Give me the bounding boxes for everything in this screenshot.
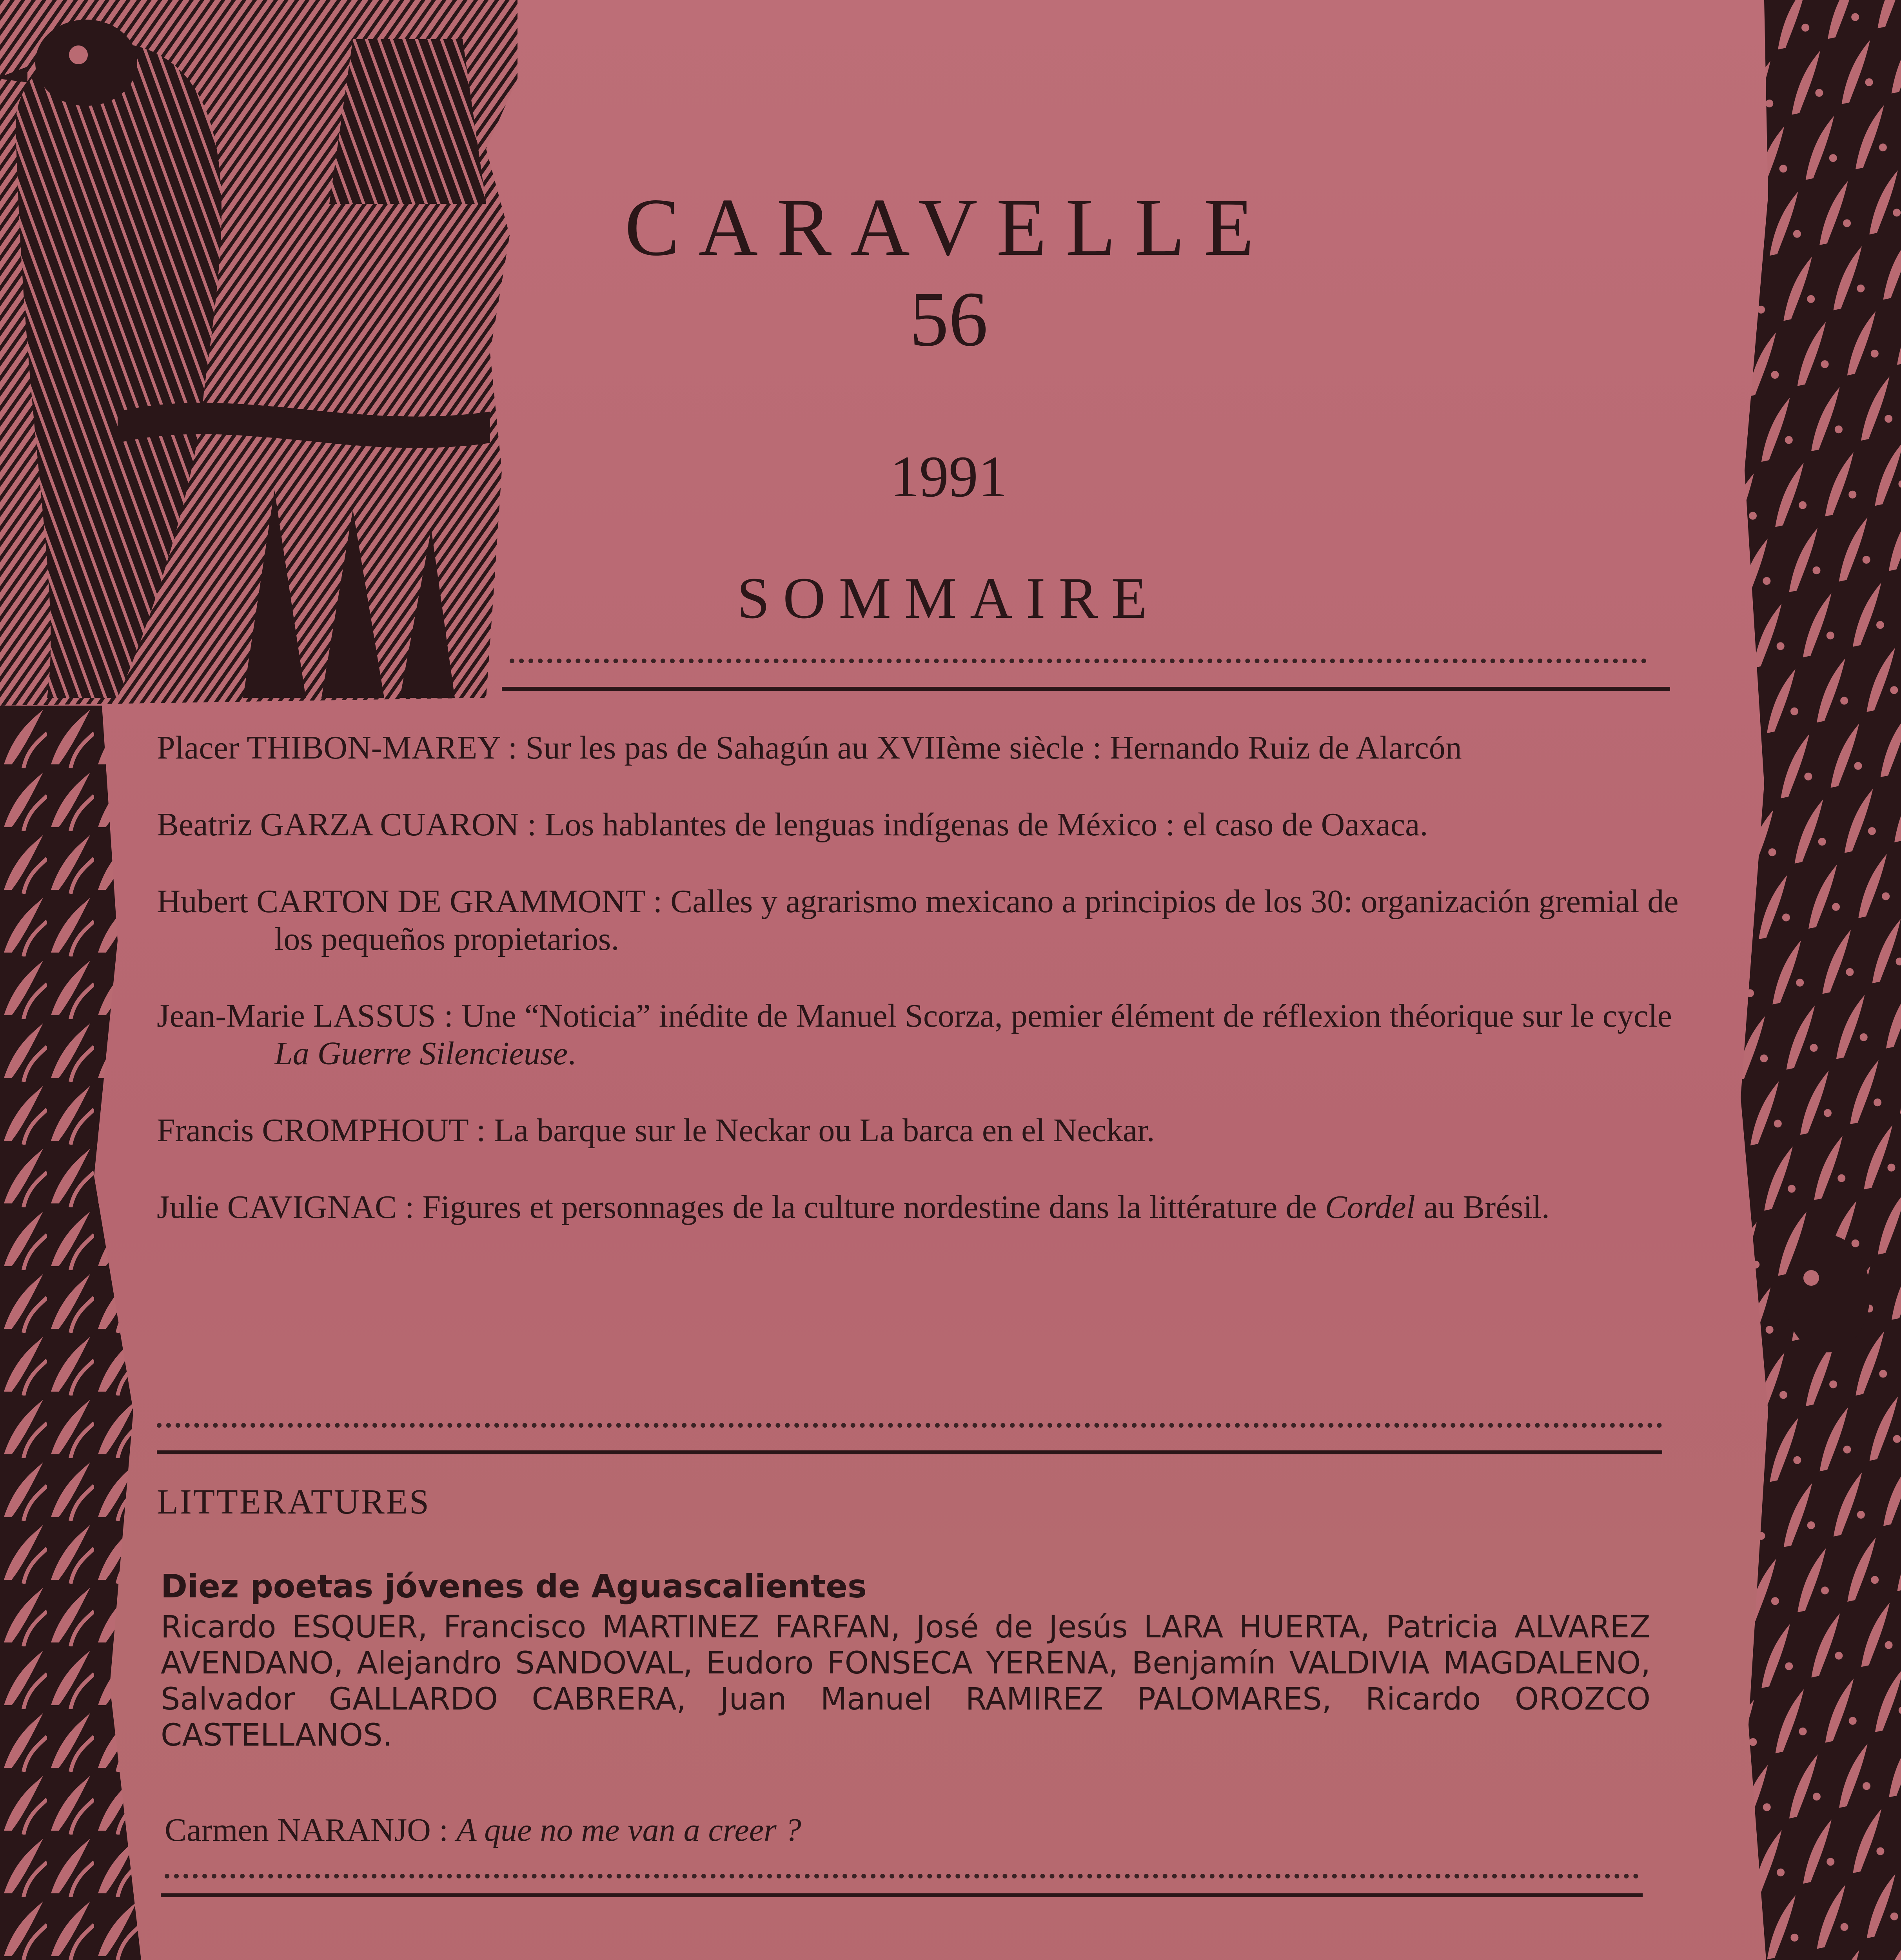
dotted-separator: [510, 659, 1647, 663]
naranjo-author: Carmen NARANJO :: [165, 1812, 448, 1848]
poets-title: Diez poetas jóvenes de Aguascalientes: [161, 1568, 867, 1605]
journal-title: CARAVELLE: [625, 182, 1273, 273]
article-author: Francis CROMPHOUT: [157, 1112, 468, 1149]
naranjo-entry: [165, 1811, 801, 1849]
article-entry: Julie CAVIGNAC : Figures et personnages de la culture nordestine dans la littérature de Cordel au Brésil.: [157, 1189, 1550, 1225]
poets-list: Ricardo ESQUER, Francisco MARTINEZ FARFAN, José de Jesús LARA HUERTA, Patricia ALVAREZ AVENDANO, Alejandro SANDOVAL, Eudoro FONSECA YERENA, Benjamín VALDIVIA MAGDALENO, Salvador GALLARDO CABRERA, Juan Manuel RAMIREZ PALOMARES, Ricardo OROZCO CASTELLANOS.: [161, 1610, 1650, 1753]
right-jungle-border: [1709, 0, 1901, 1960]
article-author: Jean-Marie LASSUS: [157, 998, 436, 1034]
article-author: Julie CAVIGNAC: [157, 1189, 397, 1225]
article-title: Los hablantes de lenguas indígenas de México : el caso de Oaxaca.: [545, 806, 1428, 843]
article-title: La barque sur le Neckar ou La barca en el Neckar.: [494, 1112, 1155, 1149]
articles-rule: [157, 1450, 1662, 1454]
header-rule: [502, 687, 1670, 691]
sommaire-heading: SOMMAIRE: [737, 566, 1161, 631]
article-title-italic: La Guerre Silencieuse: [274, 1035, 568, 1072]
comptes-rendus: [274, 1936, 1627, 1960]
litteratures-heading: LITTERATURES: [157, 1483, 430, 1521]
article-title-end: au Brésil.: [1423, 1189, 1550, 1225]
article-title: Sur les pas de Sahagún au XVIIème siècle : Hernando Ruiz de Alarcón: [525, 730, 1462, 766]
naranjo-title: A que no me van a creer ?: [456, 1812, 801, 1848]
article-entry: Hubert CARTON DE GRAMMONT : Calles y agrarismo mexicano a principios de los 30: organización gremial de los pequeños propietarios.: [157, 883, 1679, 957]
article-title: Figures et personnages de la culture nordestine dans la littérature de: [422, 1189, 1317, 1225]
article-author: Hubert CARTON DE GRAMMONT: [157, 883, 645, 920]
article-entry: Beatriz GARZA CUARON : Los hablantes de lenguas indígenas de México : el caso de Oaxaca.: [157, 806, 1428, 843]
litteratures-rule: [161, 1893, 1643, 1897]
article-author: Beatriz GARZA CUARON: [157, 806, 519, 843]
article-entry: Jean-Marie LASSUS : Une “Noticia” inédite de Manuel Scorza, pemier élément de réflexion théorique sur le cycle La Guerre Silencieuse.: [157, 998, 1672, 1072]
dotted-separator: [157, 1423, 1662, 1428]
footer-sections: [274, 1936, 1627, 1960]
article-title: Calles y agrarismo mexicano a principios de los 30: organización gremial de los pequeños propietarios.: [274, 883, 1679, 957]
article-title-italic: Cordel: [1325, 1189, 1415, 1225]
article-list: [157, 729, 1686, 1265]
article-author: Placer THIBON-MAREY: [157, 730, 500, 766]
article-title: Une “Noticia” inédite de Manuel Scorza, pemier élément de réflexion théorique sur le cycle: [461, 998, 1672, 1034]
left-foliage-border: [0, 706, 149, 1960]
article-entry: Francis CROMPHOUT : La barque sur le Neckar ou La barca en el Neckar.: [157, 1112, 1155, 1149]
article-title-end: .: [568, 1035, 576, 1072]
issue-number: 56: [910, 276, 988, 363]
article-entry: Placer THIBON-MAREY : Sur les pas de Sahagún au XVIIème siècle : Hernando Ruiz de Alarcón: [157, 730, 1462, 766]
dotted-separator: [165, 1874, 1639, 1878]
issue-year: 1991: [890, 444, 1008, 509]
poets-block: [161, 1568, 1650, 1753]
